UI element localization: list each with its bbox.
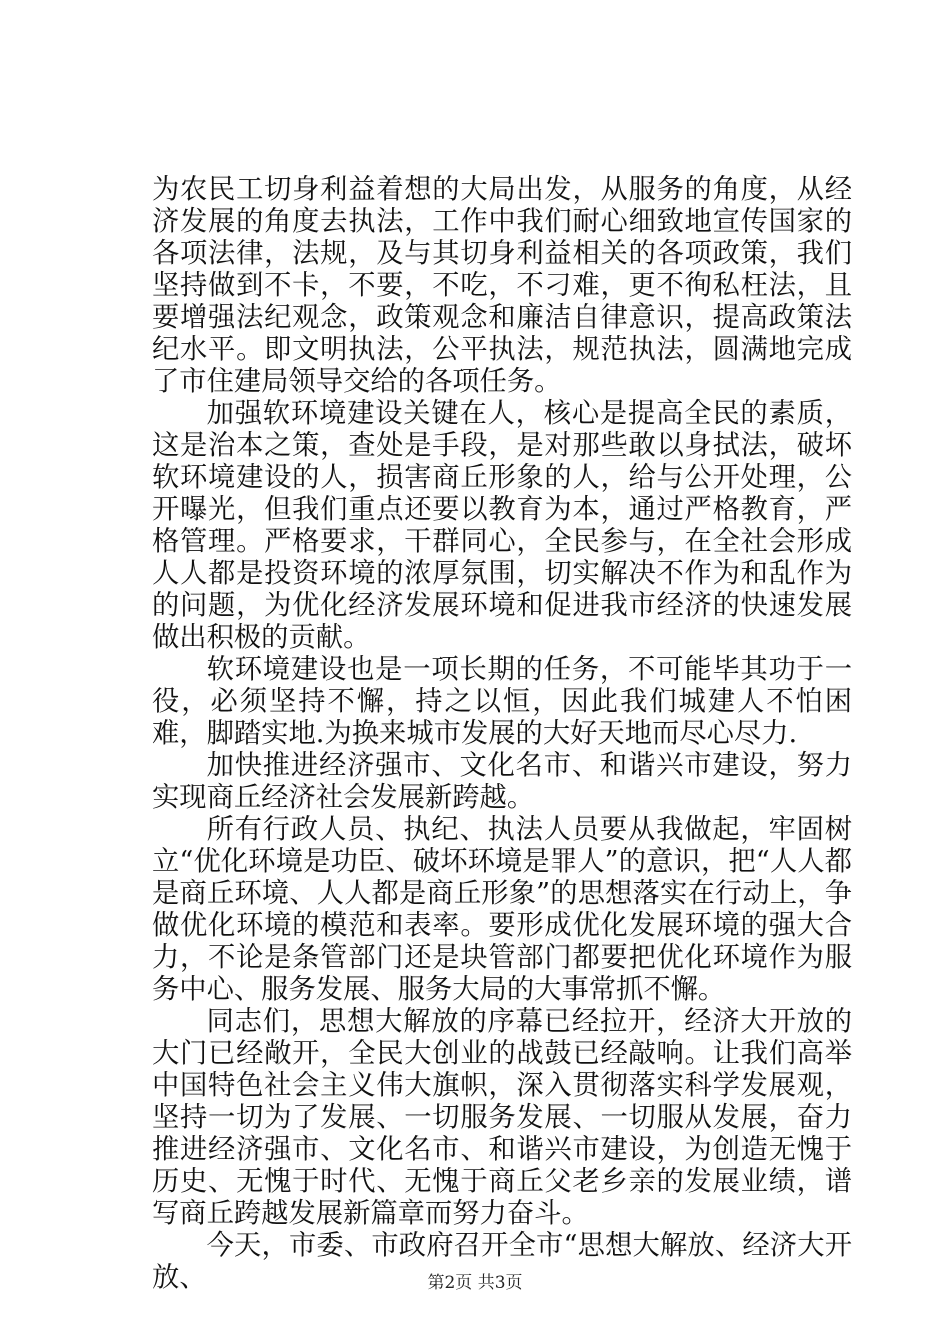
page-number: 第2页 共3页 bbox=[427, 1273, 523, 1293]
paragraph: 所有行政人员、执纪、执法人员要从我做起，牢固树立“优化环境是功臣、破坏环境是罪人”的意识，把“人人都是商丘环境、人人都是商丘形象”的思想落实在行动上，争做优化环境的模范和表率。要形成优化发展环境的强大合力，不论是条管部门还是块管部门都要把优化环境作为服务中心、服务发展、服务大局的大事常抓不懈。 bbox=[152, 814, 852, 1005]
paragraph-continued: 为农民工切身利益着想的大局出发，从服务的角度，从经济发展的角度去执法，工作中我们耐心细致地宣传国家的各项法律，法规，及与其切身利益相关的各项政策，我们坚持做到不卡，不要，不吃，不刁难，更不徇私枉法，且要增强法纪观念，政策观念和廉洁自律意识，提高政策法纪水平。即文明执法，公平执法，规范执法，圆满地完成了市住建局领导交给的各项任务。 bbox=[152, 174, 852, 397]
document-body bbox=[152, 174, 852, 1294]
paragraph: 加快推进经济强市、文化名市、和谐兴市建设，努力实现商丘经济社会发展新跨越。 bbox=[152, 750, 852, 813]
paragraph: 今天，市委、市政府召开全市“思想大解放、经济大开放、 bbox=[152, 1230, 852, 1293]
page-footer bbox=[0, 1272, 950, 1294]
paragraph: 软环境建设也是一项长期的任务，不可能毕其功于一役，必须坚持不懈，持之以恒，因此我们城建人不怕困难，脚踏实地.为换来城市发展的大好天地而尽心尽力. bbox=[152, 654, 852, 749]
paragraph: 同志们，思想大解放的序幕已经拉开，经济大开放的大门已经敞开，全民大创业的战鼓已经敲响。让我们高举中国特色社会主义伟大旗帜，深入贯彻落实科学发展观，坚持一切为了发展、一切服务发展、一切服从发展，奋力推进经济强市、文化名市、和谐兴市建设，为创造无愧于历史、无愧于时代、无愧于商丘父老乡亲的发展业绩，谱写商丘跨越发展新篇章而努力奋斗。 bbox=[152, 1006, 852, 1229]
paragraph: 加强软环境建设关键在人，核心是提高全民的素质，这是治本之策，查处是手段，是对那些敢以身拭法，破坏软环境建设的人，损害商丘形象的人，给与公开处理，公开曝光，但我们重点还要以教育为本，通过严格教育，严格管理。严格要求，干群同心，全民参与，在全社会形成人人都是投资环境的浓厚氛围，切实解决不作为和乱作为的问题，为优化经济发展环境和促进我市经济的快速发展做出积极的贡献。 bbox=[152, 398, 852, 653]
